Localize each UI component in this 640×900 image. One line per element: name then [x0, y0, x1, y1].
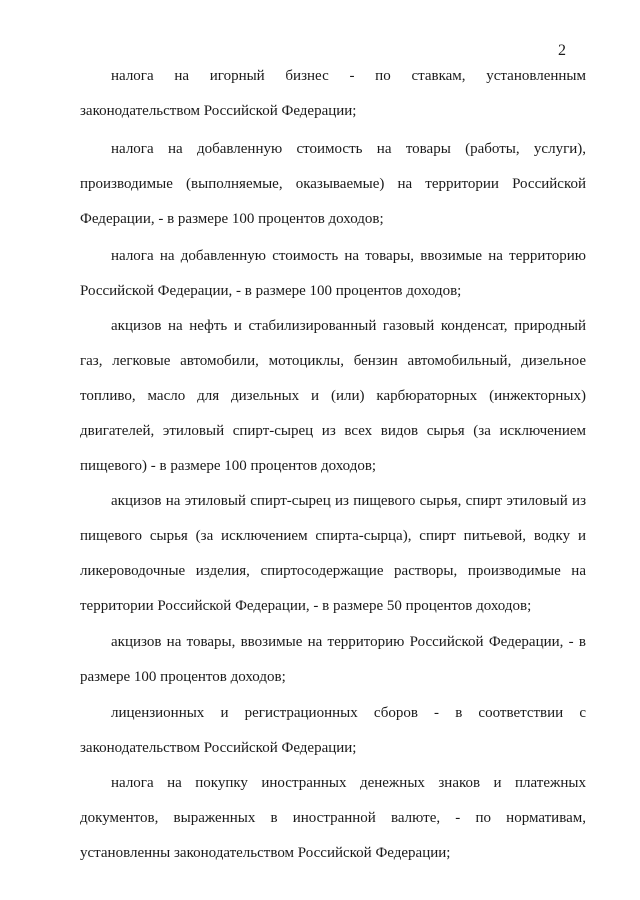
paragraph-excise-oil-gas: акцизов на нефть и стабилизированный газовый конденсат, природный газ, легковые автомобили, мотоциклы, бензин автомобильный, дизельное топливо, масло для дизельных и (или) карбюраторных (инжекторных) двигателей, этиловый спирт-сырец из всех видов сырья (за исключением пищевого) - в размере 100 процентов доходов; [80, 318, 586, 474]
paragraph-vat-imports: налога на добавленную стоимость на товары, ввозимые на территорию Российской Федерации, - в размере 100 процентов доходов; [80, 248, 586, 299]
paragraph-license-fees: лицензионных и регистрационных сборов - в соответствии с законодательством Российской Федерации; [80, 705, 586, 756]
paragraph-gambling-tax: налога на игорный бизнес - по ставкам, установленным законодательством Российской Федерации; [80, 68, 586, 119]
page-number: 2 [558, 42, 566, 59]
paragraph-currency-purchase-tax: налога на покупку иностранных денежных знаков и платежных документов, выраженных в иностранной валюте, - по нормативам, установленны законодательством Российской Федерации; [80, 775, 586, 861]
paragraph-vat-domestic: налога на добавленную стоимость на товары (работы, услуги), производимые (выполняемые, оказываемые) на территории Российской Федерации, - в размере 100 процентов доходов; [80, 141, 586, 227]
paragraph-excise-imports: акцизов на товары, ввозимые на территорию Российской Федерации, - в размере 100 процентов доходов; [80, 634, 586, 685]
paragraph-excise-alcohol: акцизов на этиловый спирт-сырец из пищевого сырья, спирт этиловый из пищевого сырья (за исключением спирта-сырца), спирт питьевой, водку и ликероводочные изделия, спиртосодержащие растворы, производимые на территории Российской Федерации, - в размере 50 процентов доходов; [80, 493, 586, 614]
